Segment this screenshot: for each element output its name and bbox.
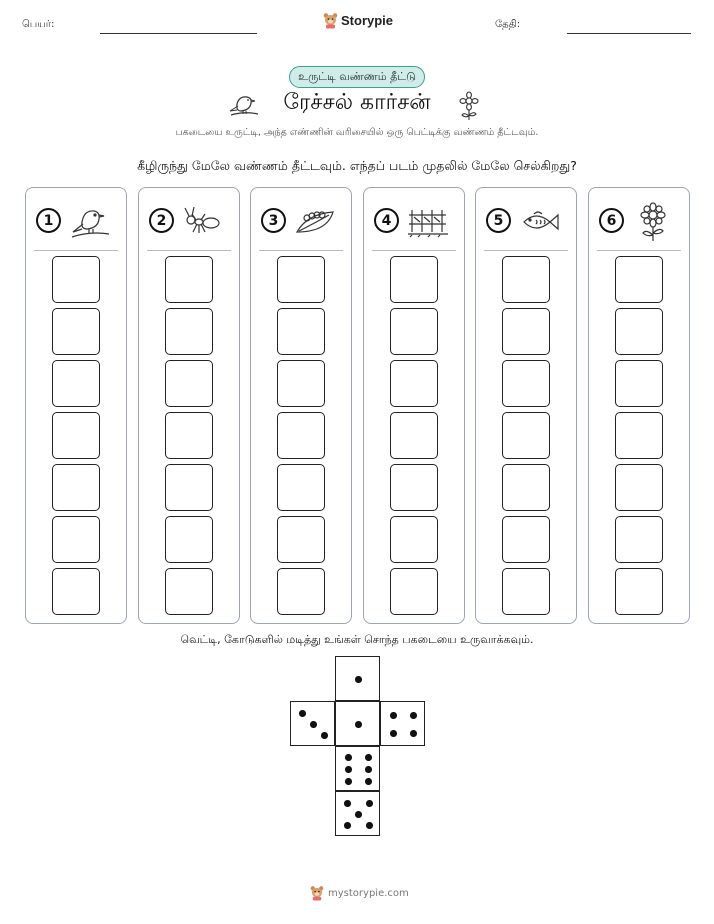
die-pip bbox=[355, 676, 362, 683]
column-number: 2 bbox=[149, 208, 174, 233]
die-pip bbox=[355, 721, 362, 728]
cut-fold-instruction: வெட்டி, கோடுகளில் மடித்து உங்கள் சொந்த பகடையை உருவாக்கவும். bbox=[180, 633, 534, 646]
name-line bbox=[100, 33, 257, 34]
die-face-1 bbox=[335, 656, 380, 701]
color-box[interactable] bbox=[277, 516, 325, 563]
color-box[interactable] bbox=[502, 568, 550, 615]
die-pip bbox=[410, 730, 417, 737]
die-pip bbox=[345, 766, 352, 773]
color-box[interactable] bbox=[277, 464, 325, 511]
ant-icon bbox=[181, 202, 225, 242]
color-box[interactable] bbox=[390, 516, 438, 563]
color-box[interactable] bbox=[165, 568, 213, 615]
footer-url: mystorypie.com bbox=[328, 887, 409, 899]
color-box[interactable] bbox=[165, 360, 213, 407]
fence-icon bbox=[406, 202, 450, 242]
column-number: 1 bbox=[36, 208, 61, 233]
bird-icon bbox=[68, 202, 112, 242]
color-box[interactable] bbox=[502, 412, 550, 459]
color-box[interactable] bbox=[615, 568, 663, 615]
color-box[interactable] bbox=[502, 256, 550, 303]
color-box[interactable] bbox=[165, 464, 213, 511]
color-box[interactable] bbox=[390, 308, 438, 355]
color-box[interactable] bbox=[52, 464, 100, 511]
die-net bbox=[290, 656, 425, 836]
die-pip bbox=[344, 800, 351, 807]
brand-logo bbox=[323, 12, 393, 29]
die-pip bbox=[344, 822, 351, 829]
die-face-4 bbox=[380, 701, 425, 746]
column-number: 3 bbox=[261, 208, 286, 233]
column-header bbox=[374, 202, 456, 242]
flower-icon bbox=[631, 202, 675, 242]
die-face-6 bbox=[335, 746, 380, 791]
color-box[interactable] bbox=[277, 360, 325, 407]
color-box[interactable] bbox=[277, 256, 325, 303]
column-3 bbox=[250, 187, 352, 624]
fish-icon bbox=[518, 202, 562, 242]
die-face-1 bbox=[335, 701, 380, 746]
die-pip bbox=[410, 712, 417, 719]
color-box[interactable] bbox=[165, 256, 213, 303]
die-pip bbox=[345, 754, 352, 761]
column-header bbox=[599, 202, 681, 242]
color-box[interactable] bbox=[390, 464, 438, 511]
color-box[interactable] bbox=[52, 412, 100, 459]
color-box[interactable] bbox=[615, 464, 663, 511]
die-pip bbox=[365, 778, 372, 785]
color-box[interactable] bbox=[52, 516, 100, 563]
column-6 bbox=[588, 187, 690, 624]
die-pip bbox=[355, 811, 362, 818]
column-header bbox=[486, 202, 568, 242]
question-text: கீழிருந்து மேலே வண்ணம் தீட்டவும். எந்தப் படம் முதலில் மேலே செல்கிறது? bbox=[137, 158, 577, 173]
date-label: தேதி: bbox=[495, 19, 521, 30]
color-box[interactable] bbox=[615, 516, 663, 563]
caterpillar-leaf-icon bbox=[293, 202, 337, 242]
die-pip bbox=[390, 730, 397, 737]
roll-color-badge: உருட்டி வண்ணம் தீட்டு bbox=[289, 66, 425, 88]
color-box[interactable] bbox=[390, 568, 438, 615]
page-title: ரேச்சல் கார்சன் bbox=[283, 90, 431, 115]
color-box[interactable] bbox=[615, 360, 663, 407]
color-box[interactable] bbox=[52, 568, 100, 615]
color-box[interactable] bbox=[502, 360, 550, 407]
color-box[interactable] bbox=[390, 360, 438, 407]
column-5 bbox=[475, 187, 577, 624]
color-box[interactable] bbox=[390, 412, 438, 459]
column-4 bbox=[363, 187, 465, 624]
color-box[interactable] bbox=[502, 464, 550, 511]
color-box[interactable] bbox=[52, 360, 100, 407]
column-header bbox=[261, 202, 343, 242]
color-box[interactable] bbox=[52, 256, 100, 303]
color-box[interactable] bbox=[502, 516, 550, 563]
die-pip bbox=[365, 766, 372, 773]
die-pip bbox=[345, 778, 352, 785]
die-pip bbox=[366, 822, 373, 829]
subtitle: பகடையை உருட்டி, அந்த எண்ணின் வரிசையில் ஒரு பெட்டிக்கு வண்ணம் தீட்டவும். bbox=[175, 127, 539, 138]
die-pip bbox=[366, 800, 373, 807]
color-box[interactable] bbox=[277, 568, 325, 615]
column-number: 5 bbox=[486, 208, 511, 233]
color-box[interactable] bbox=[390, 256, 438, 303]
color-box[interactable] bbox=[615, 308, 663, 355]
die-face-5 bbox=[335, 791, 380, 836]
column-1 bbox=[25, 187, 127, 624]
color-box[interactable] bbox=[502, 308, 550, 355]
column-header bbox=[149, 202, 231, 242]
die-pip bbox=[390, 712, 397, 719]
column-header bbox=[36, 202, 118, 242]
die-pip bbox=[299, 710, 306, 717]
color-box[interactable] bbox=[277, 412, 325, 459]
die-pip bbox=[310, 721, 317, 728]
color-box[interactable] bbox=[165, 412, 213, 459]
die-pip bbox=[365, 754, 372, 761]
column-2 bbox=[138, 187, 240, 624]
column-number: 6 bbox=[599, 208, 624, 233]
color-box[interactable] bbox=[615, 256, 663, 303]
color-box[interactable] bbox=[615, 412, 663, 459]
bear-logo-icon bbox=[310, 885, 324, 901]
name-label: பெயர்: bbox=[22, 19, 55, 30]
brand-name: Storypie bbox=[341, 13, 394, 28]
column-number: 4 bbox=[374, 208, 399, 233]
date-line bbox=[567, 33, 691, 34]
color-box[interactable] bbox=[165, 308, 213, 355]
die-face-3 bbox=[290, 701, 335, 746]
color-box[interactable] bbox=[165, 516, 213, 563]
color-box[interactable] bbox=[52, 308, 100, 355]
footer bbox=[310, 885, 409, 901]
color-box[interactable] bbox=[277, 308, 325, 355]
flower-icon bbox=[456, 91, 482, 121]
die-pip bbox=[321, 732, 328, 739]
bear-logo-icon bbox=[323, 12, 338, 29]
